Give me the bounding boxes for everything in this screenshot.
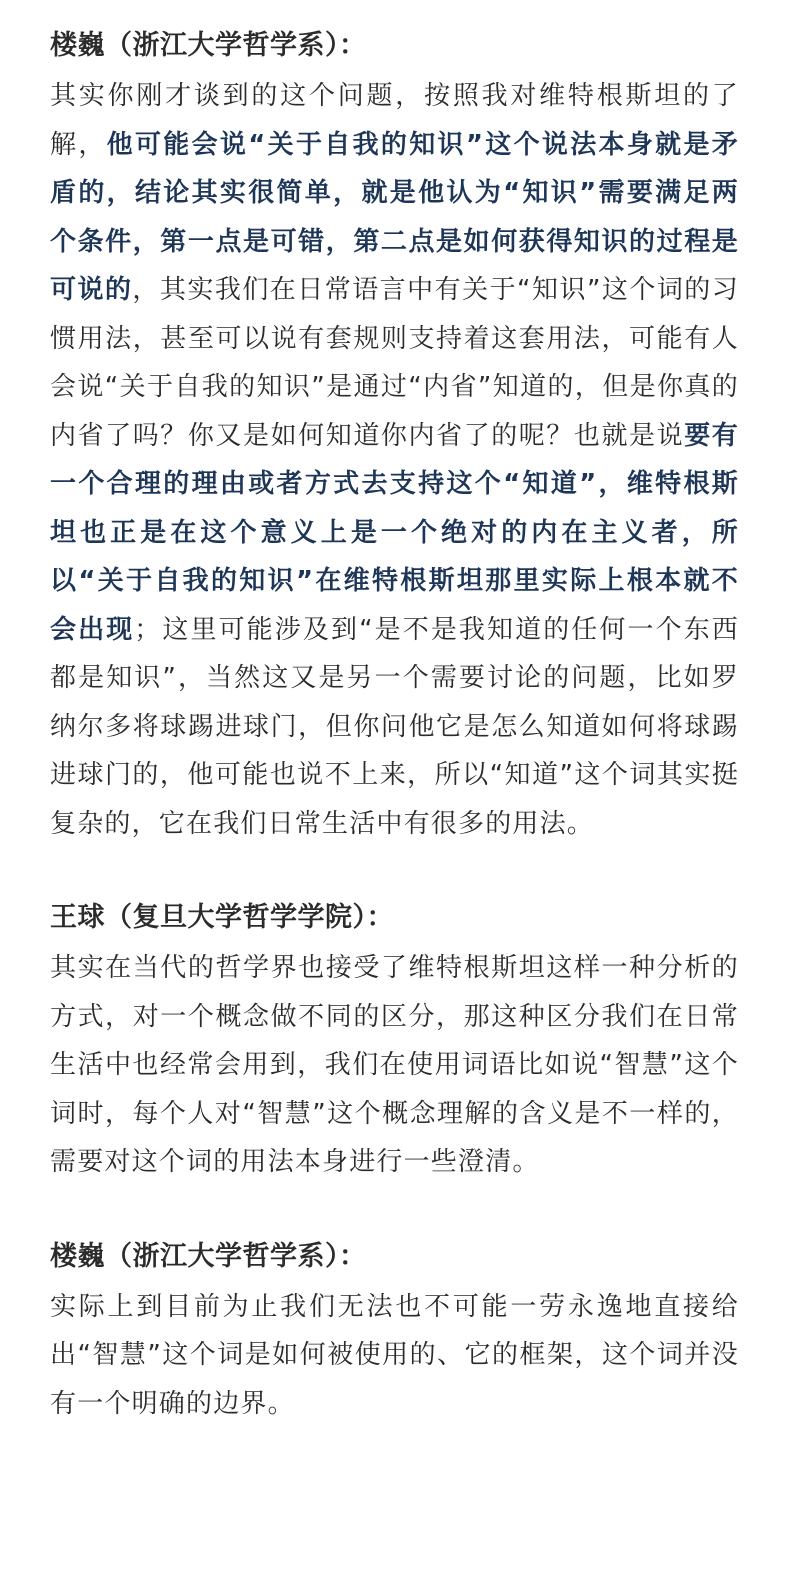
speech-text: 其实在当代的哲学界也接受了维特根斯坦这样一种分析的方式，对一个概念做不同的区分，那这种区分我们在日常生活中也经常会用到，我们在使用词语比如说“智慧”这个词时，每个人对“智慧”这个概念理解的含义是不一样的，需要对这个词的用法本身进行一些澄清。 <box>50 953 739 1177</box>
dialogue-section-1 <box>50 20 739 848</box>
speaker-name: 楼巍（浙江大学哲学系）： <box>50 1240 367 1272</box>
speaker-name: 王球（复旦大学哲学学院）： <box>50 902 394 933</box>
highlighted-text: 他可能会说“关于自我的知识”这个说法本身就是矛盾的，结论其实很简单，就是他认为“知识”需要满足两个条件，第一点是可错，第二点是如何获得知识的过程是可说的 <box>50 129 739 305</box>
speech-paragraph <box>50 944 739 1187</box>
speech-paragraph <box>50 72 739 848</box>
speech-text: ，其实我们在日常语言中有关于“知识”这个词的习惯用法，甚至可以说有套规则支持着这套用法，可能有人会说“关于自我的知识”是通过“内省”知道的，但是你真的内省了吗？你又是如何知道你内省了的呢？也就是说 <box>50 275 739 451</box>
speech-text: ；这里可能涉及到“是不是我知道的任何一个东西都是知识”，当然这又是另一个需要讨论的问题，比如罗纳尔多将球踢进球门，但你问他它是怎么知道如何将球踢进球门的，他可能也说不上来，所以“知道”这个词其实挺复杂的，它在我们日常生活中有很多的用法。 <box>50 614 739 839</box>
highlighted-text: 要有一个合理的理由或者方式去支持这个“知道”，维特根斯坦也正是在这个意义上是一个绝对的内在主义者，所以“关于自我的知识”在维特根斯坦那里实际上根本就不会出现 <box>50 420 739 645</box>
speech-paragraph <box>50 1283 739 1429</box>
speech-text: 其实你刚才谈到的这个问题，按照我对维特根斯坦的了解， <box>50 81 739 160</box>
dialogue-section-3 <box>50 1231 739 1429</box>
dialogue-section-2 <box>50 892 739 1187</box>
speaker-name: 楼巍（浙江大学哲学系）： <box>50 30 367 61</box>
speech-text: 实际上到目前为止我们无法也不可能一劳永逸地直接给出“智慧”这个词是如何被使用的、它的框架，这个词并没有一个明确的边界。 <box>50 1291 739 1419</box>
